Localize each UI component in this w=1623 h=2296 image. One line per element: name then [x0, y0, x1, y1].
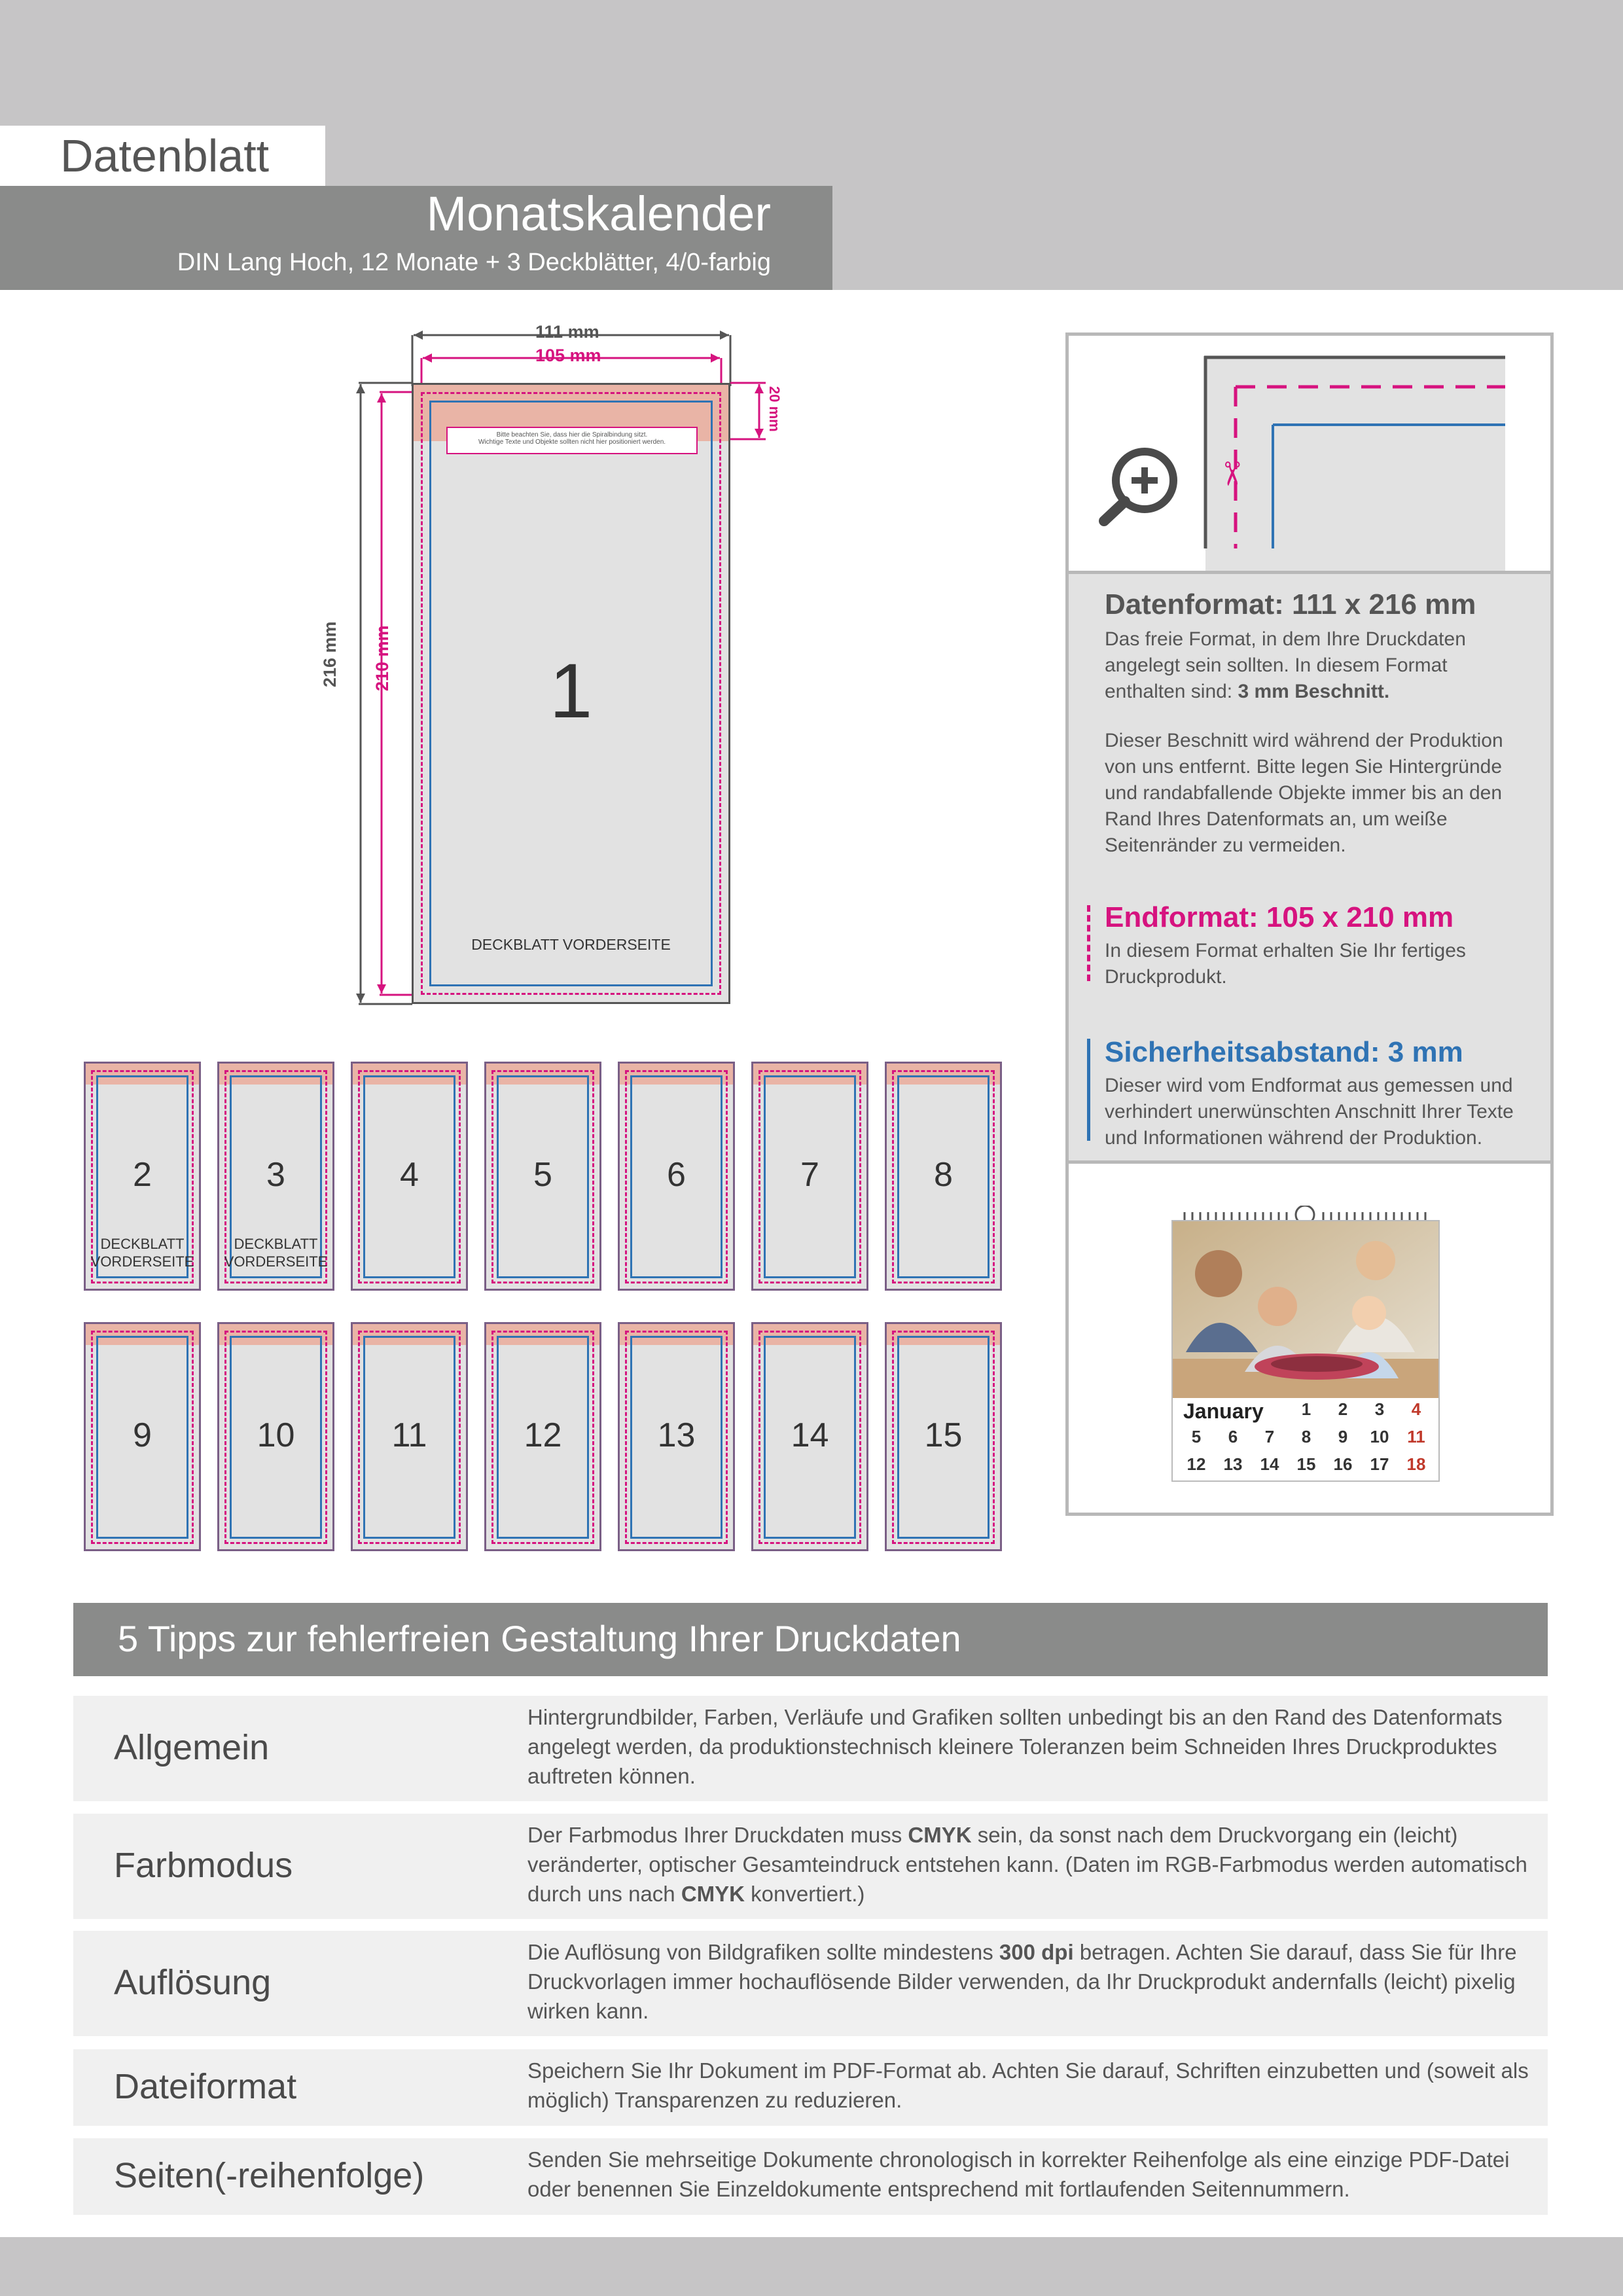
tip-text-part: betragen. Achten Sie darauf, dass Sie für Ihre Druckvorlagen immer hochauflösende Bilder verwenden, da Ihr Druckprodukt andernfalls (leicht) pixelig wirken kann.	[527, 1940, 1517, 2023]
tip-text	[527, 1937, 1535, 2026]
thumbnail-page	[217, 1322, 334, 1551]
thumbnail-number: 13	[657, 1416, 696, 1454]
thumbnail-number: 10	[257, 1416, 295, 1454]
endformat-marker	[1087, 905, 1090, 981]
datenformat-text-a: Das freie Format, in dem Ihre Druckdaten angelegt sein sollten. In diesem Format enthalten sind:	[1105, 628, 1466, 702]
title-bar	[0, 186, 832, 290]
tip-text-bold: CMYK	[681, 1882, 745, 1906]
tip-text: Hintergrundbilder, Farben, Verläufe und Grafiken sollten unbedingt bis an den Rand des Datenformats angelegt werden, da produktionstechnisch kleinere Toleranzen beim Schneiden Ihres Druckproduktes auftreten können.	[527, 1705, 1503, 1788]
thumbnail-number: 15	[924, 1416, 963, 1454]
tip-text-part: Die Auflösung von Bildgrafiken sollte mindestens	[527, 1940, 999, 1964]
tip-label: Seiten(-reihenfolge)	[114, 2156, 425, 2195]
thumbnail-page	[351, 1322, 468, 1551]
sicherheit-heading: Sicherheitsabstand: 3 mm	[1105, 1036, 1463, 1068]
calendar-day: 14	[1260, 1454, 1279, 1474]
thumbnail-page	[885, 1062, 1002, 1291]
calendar-day: 3	[1374, 1399, 1385, 1419]
tip-text-part: Der Farbmodus Ihrer Druckdaten muss	[527, 1823, 908, 1847]
dim-height-outer: 216 mm	[320, 621, 340, 687]
thumbnail-label: DECKBLATT VORDERSEITE	[224, 1236, 328, 1270]
thumbnail-label: DECKBLATT VORDERSEITE	[90, 1236, 194, 1270]
calendar-day: 10	[1370, 1427, 1389, 1446]
tip-row-farbmodus	[73, 1814, 1548, 1919]
thumbnail-page	[351, 1062, 468, 1291]
calendar-day: 6	[1228, 1427, 1238, 1446]
endformat-text: In diesem Format erhalten Sie Ihr fertiges Druckprodukt.	[1105, 940, 1466, 988]
scissors-icon: ✂	[1213, 460, 1250, 488]
calendar-illustration	[1171, 1206, 1440, 1480]
document-tag	[0, 126, 325, 186]
calendar-day: 7	[1264, 1427, 1275, 1446]
thumbnail-number: 6	[667, 1156, 686, 1194]
thumbnail-page	[484, 1062, 601, 1291]
thumbnail-number: 5	[533, 1156, 552, 1194]
thumbnail-number: 3	[266, 1156, 285, 1194]
calendar-day: 15	[1296, 1454, 1316, 1474]
calendar-day: 11	[1407, 1427, 1425, 1446]
binding-note	[446, 427, 698, 454]
dim-height-inner: 210 mm	[372, 625, 392, 691]
datenformat-text-b: 3 mm Beschnitt.	[1238, 681, 1390, 702]
tips-heading-bar	[73, 1603, 1548, 1676]
binding-note-line1: Bitte beachten Sie, dass hier die Spiralbindung sitzt.	[496, 431, 648, 439]
thumbnail-page	[751, 1322, 868, 1551]
footer-band	[0, 2237, 1623, 2296]
thumbnail-page	[484, 1322, 601, 1551]
tip-text	[527, 1820, 1535, 1909]
tip-text-part: konvertiert.)	[745, 1882, 865, 1906]
thumbnail-number: 4	[400, 1156, 419, 1194]
thumbnail-page	[618, 1322, 735, 1551]
calendar-day: 18	[1406, 1454, 1426, 1474]
thumbnail-page	[885, 1322, 1002, 1551]
calendar-day: 4	[1411, 1399, 1421, 1419]
thumbnail-number: 12	[524, 1416, 562, 1454]
calendar-day: 13	[1223, 1454, 1243, 1474]
page-label: DECKBLATT VORDERSEITE	[471, 936, 671, 953]
thumbnail-number: 11	[391, 1416, 427, 1454]
tip-row-aufloesung	[73, 1931, 1548, 2036]
thumbnail-page	[618, 1062, 735, 1291]
format-info	[1069, 571, 1550, 1164]
tip-label: Farbmodus	[114, 1846, 293, 1885]
tip-text-part: sein, da sonst nach dem Druckvorgang ein (leicht) veränderter, optischer Gesamteindruck entstehen kann. (Daten im RGB-Farbmodus werden automatisch durch uns nach	[527, 1823, 1527, 1906]
calendar-day: 12	[1186, 1454, 1206, 1474]
thumbnail-number: 7	[800, 1156, 819, 1194]
tip-label: Dateiformat	[114, 2067, 297, 2106]
tip-row-allgemein	[73, 1696, 1548, 1801]
calendar-day: 9	[1338, 1427, 1348, 1446]
dim-width-inner: 105 mm	[535, 346, 601, 365]
tip-row-dateiformat	[73, 2049, 1548, 2126]
calendar-day: 17	[1370, 1454, 1389, 1474]
thumbnail-page	[751, 1062, 868, 1291]
sicherheit-marker	[1087, 1039, 1090, 1141]
datenformat-text	[1105, 626, 1530, 705]
calendar-day: 8	[1301, 1427, 1311, 1446]
page-number: 1	[549, 648, 593, 734]
thumbnail-number: 2	[133, 1156, 152, 1194]
calendar-sheet	[1171, 1220, 1440, 1482]
tip-text-bold: CMYK	[908, 1823, 972, 1847]
zoom-detail	[1069, 336, 1550, 571]
dim-width-outer: 111 mm	[535, 322, 599, 342]
endformat-heading: Endformat: 105 x 210 mm	[1105, 901, 1454, 933]
thumbnail-number: 14	[791, 1416, 829, 1454]
calendar-day: 5	[1191, 1427, 1202, 1446]
tip-label: Auflösung	[114, 1963, 272, 2002]
dim-strip: 20 mm	[766, 386, 783, 432]
calendar-day: 2	[1338, 1399, 1348, 1419]
tip-label: Allgemein	[114, 1728, 270, 1767]
document-tag-label: Datenblatt	[60, 130, 270, 181]
page-subtitle: DIN Lang Hoch, 12 Monate + 3 Deckblätter, 4/0-farbig	[177, 249, 771, 276]
thumbnail-number: 9	[133, 1416, 152, 1454]
sicherheit-text: Dieser wird vom Endformat aus gemessen und verhindert unerwünschten Anschnitt Ihrer Texte und Informationen während der Produktion.	[1105, 1075, 1514, 1149]
thumbnail-page	[217, 1062, 334, 1291]
datenformat-text-2: Dieser Beschnitt wird während der Produktion von uns entfernt. Bitte legen Sie Hintergründe und randabfallende Objekte immer bis an den Rand Ihres Datenformats an, um weiße Seitenränder zu vermeiden.	[1105, 730, 1503, 856]
thumbnail-page	[84, 1322, 201, 1551]
zoom-in-icon[interactable]	[1096, 444, 1181, 529]
page-title: Monatskalender	[426, 187, 771, 241]
calendar-month: January	[1183, 1399, 1264, 1423]
family-photo	[1173, 1221, 1438, 1398]
tip-text-bold: 300 dpi	[999, 1940, 1074, 1964]
tip-text: Senden Sie mehrseitige Dokumente chronologisch in korrekter Reihenfolge als eine einzige PDF-Datei oder benennen Sie Einzeldokumente entsprechend mit fortlaufenden Seitennummern.	[527, 2147, 1510, 2201]
thumbnail-number: 8	[934, 1156, 953, 1194]
tips-heading: 5 Tipps zur fehlerfreien Gestaltung Ihrer Druckdaten	[118, 1618, 961, 1659]
cover-page-1	[412, 383, 730, 1004]
binding-note-line2: Wichtige Texte und Objekte sollten nicht hier positioniert werden.	[478, 439, 666, 446]
calendar-day: 1	[1301, 1399, 1311, 1419]
thumbnail-page	[84, 1062, 201, 1291]
calendar-day: 16	[1333, 1454, 1353, 1474]
datenformat-heading: Datenformat: 111 x 216 mm	[1105, 588, 1476, 620]
tip-text: Speichern Sie Ihr Dokument im PDF-Format ab. Achten Sie darauf, Schriften einzubetten und (soweit als möglich) Transparenzen zu reduzieren.	[527, 2058, 1529, 2112]
tip-row-seiten	[73, 2138, 1548, 2215]
